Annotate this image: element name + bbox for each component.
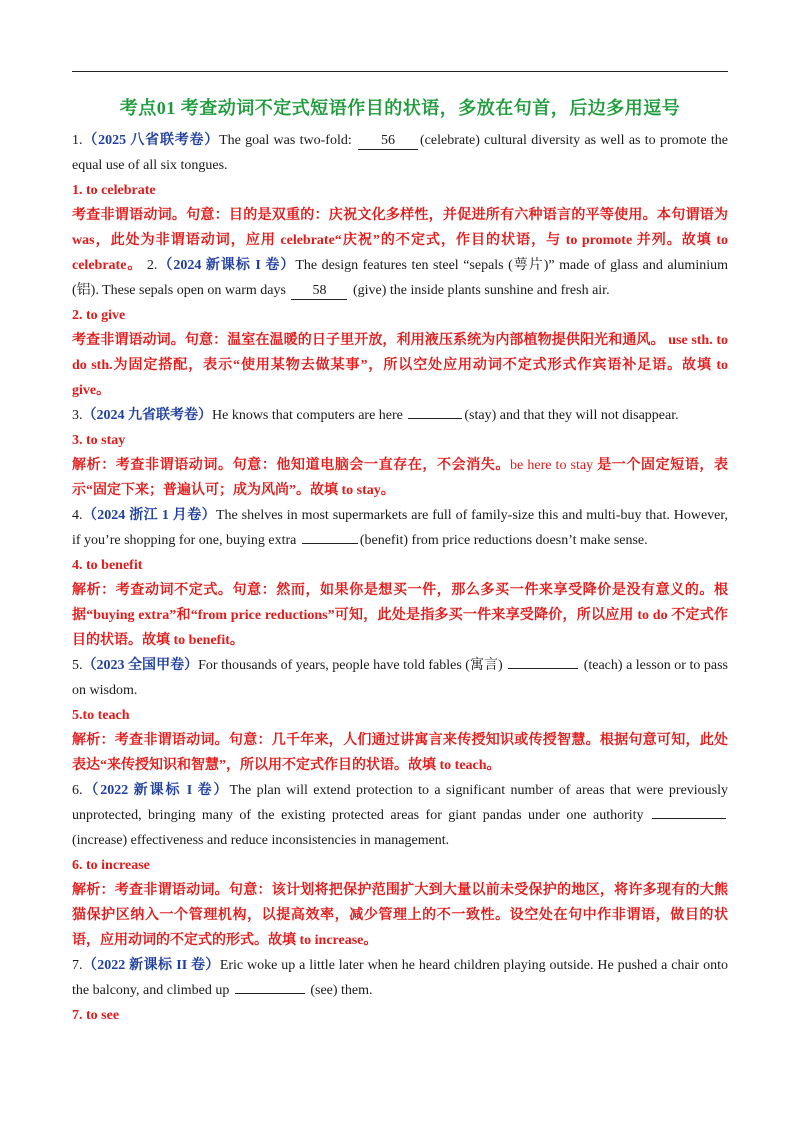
- question-number: 7.: [72, 958, 83, 973]
- question-text: The design features ten steel “sepals (萼片)” made of glass and aluminium (铝). These sepals open on warm days: [72, 258, 728, 298]
- question-text: (give) the inside plants sunshine and fresh air.: [349, 283, 610, 298]
- explanation-6: 解析：考查非谓语动词。句意：该计划将把保护范围扩大到大量以前未受保护的地区，将许多现有的大熊猫保护区纳入一个管理机构，以提高效率，减少管理上的不一致性。设空处在句中作非谓语，做目的状语，应用动词的不定式的形式。故填 to increase。: [72, 883, 728, 948]
- question-number: 4.: [72, 508, 83, 523]
- answer-1: 1. to celebrate: [72, 183, 156, 198]
- question-text: (benefit) from price reductions doesn’t make sense.: [359, 533, 648, 548]
- question-6: [72, 778, 728, 853]
- answer-2: 2. to give: [72, 308, 126, 323]
- question-number: 6.: [72, 783, 83, 798]
- question-source: （2024 九省联考卷）: [82, 408, 212, 423]
- section-title: 考点01 考查动词不定式短语作目的状语，多放在句首，后边多用逗号: [119, 98, 681, 118]
- question-text: (stay) and that they will not disappear.: [464, 408, 679, 423]
- question-text: Eric woke up a little later when he heard children playing outside. He pushed a chair onto the balcony, and climbed up: [72, 958, 728, 998]
- answer-5: 5.to teach: [72, 708, 130, 723]
- explanation-text: 解析：考查非谓语动词。句意：他知道电脑会一直存在，不会消失。: [72, 458, 511, 473]
- question-text: (see) them.: [306, 983, 373, 998]
- answer-3: 3. to stay: [72, 433, 126, 448]
- answer-blank: [508, 668, 578, 669]
- answer-blank: [235, 993, 305, 994]
- question-text: For thousands of years, people have told fables (寓言): [198, 658, 507, 673]
- header-rule: [72, 71, 728, 72]
- answer-blank: [302, 543, 358, 544]
- answer-blank: 56: [358, 132, 418, 150]
- question-text: The plan will extend protection to a significant number of areas that were previously unprotected, bringing many of the existing protected areas for giant pandas under one authority: [72, 783, 729, 823]
- question-5: [72, 653, 728, 703]
- question-text: (increase) effectiveness and reduce inconsistencies in management.: [72, 833, 450, 848]
- question-text: The goal was two-fold:: [219, 133, 357, 148]
- answer-blank: [652, 818, 726, 819]
- question-source: （2024 浙江 1 月卷）: [82, 508, 216, 523]
- question-2: [72, 258, 728, 298]
- answer-blank: [408, 418, 462, 419]
- question-number: 5.: [72, 658, 83, 673]
- explanation-text: 考查非谓语动词。句意：目的是双重的：庆祝文化多样性，并促进所有六种语言的平等使用。本句谓语为was，此处为非谓语动词，应用 celebrate“庆祝”的不定式，作目的状语，与 to promote 并列。故填 to celebrate。: [72, 208, 728, 273]
- question-source: （2022 新课标 II 卷）: [82, 958, 220, 973]
- question-source: （2023 全国甲卷）: [82, 658, 199, 673]
- question-number: 1.: [72, 133, 83, 148]
- explanation-text: 是一个固定短语，表示“固定下来；普遍认可；成为风尚”。故填 to stay。: [72, 458, 729, 498]
- question-source: （2022 新课标 I 卷）: [82, 783, 230, 798]
- question-number: 3.: [72, 408, 83, 423]
- question-4: [72, 503, 728, 553]
- explanation-phrase: be here to stay: [510, 458, 594, 473]
- question-list: [72, 128, 728, 1028]
- question-text: The shelves in most supermarkets are full of family-size this and multi-buy that. However, if you’re shopping for one, buying extra: [72, 508, 729, 548]
- answer-7: 7. to see: [72, 1008, 120, 1023]
- question-source: （2024 新课标 I 卷）: [157, 258, 296, 273]
- explanation-2: 考查非谓语动词。句意：温室在温暖的日子里开放，利用液压系统为内部植物提供阳光和通风。 use sth. to do sth.为固定搭配，表示“使用某物去做某事”，所以空处应用动词不定式形式作宾语补足语。故填 to give。: [72, 333, 728, 398]
- question-7: [72, 953, 728, 1003]
- explanation-5: 解析：考查非谓语动词。句意：几千年来，人们通过讲寓言来传授知识或传授智慧。根据句意可知，此处表达“来传授知识和智慧”，所以用不定式作目的状语。故填 to teach。: [72, 733, 728, 773]
- question-3: [72, 403, 728, 428]
- explanation-3: [72, 453, 728, 503]
- question-text: He knows that computers are here: [212, 408, 407, 423]
- answer-blank: 58: [291, 282, 347, 300]
- question-source: （2025 八省联考卷）: [82, 133, 220, 148]
- question-number: 2.: [146, 258, 158, 273]
- answer-6: 6. to increase: [72, 858, 150, 873]
- answer-4: 4. to benefit: [72, 558, 143, 573]
- question-1: [72, 128, 728, 178]
- question-text: (teach) a lesson or to pass on wisdom.: [72, 658, 728, 698]
- question-text: (celebrate) cultural diversity as well as to promote the equal use of all six tongues.: [72, 133, 728, 173]
- explanation-1: [72, 203, 728, 303]
- explanation-4: 解析：考查动词不定式。句意：然而，如果你是想买一件，那么多买一件来享受降价是没有意义的。根据“buying extra”和“from price reductions”可知，此处是指多买一件来享受降价，所以应用 to do 不定式作目的状语。故填 to benefit。: [72, 583, 728, 648]
